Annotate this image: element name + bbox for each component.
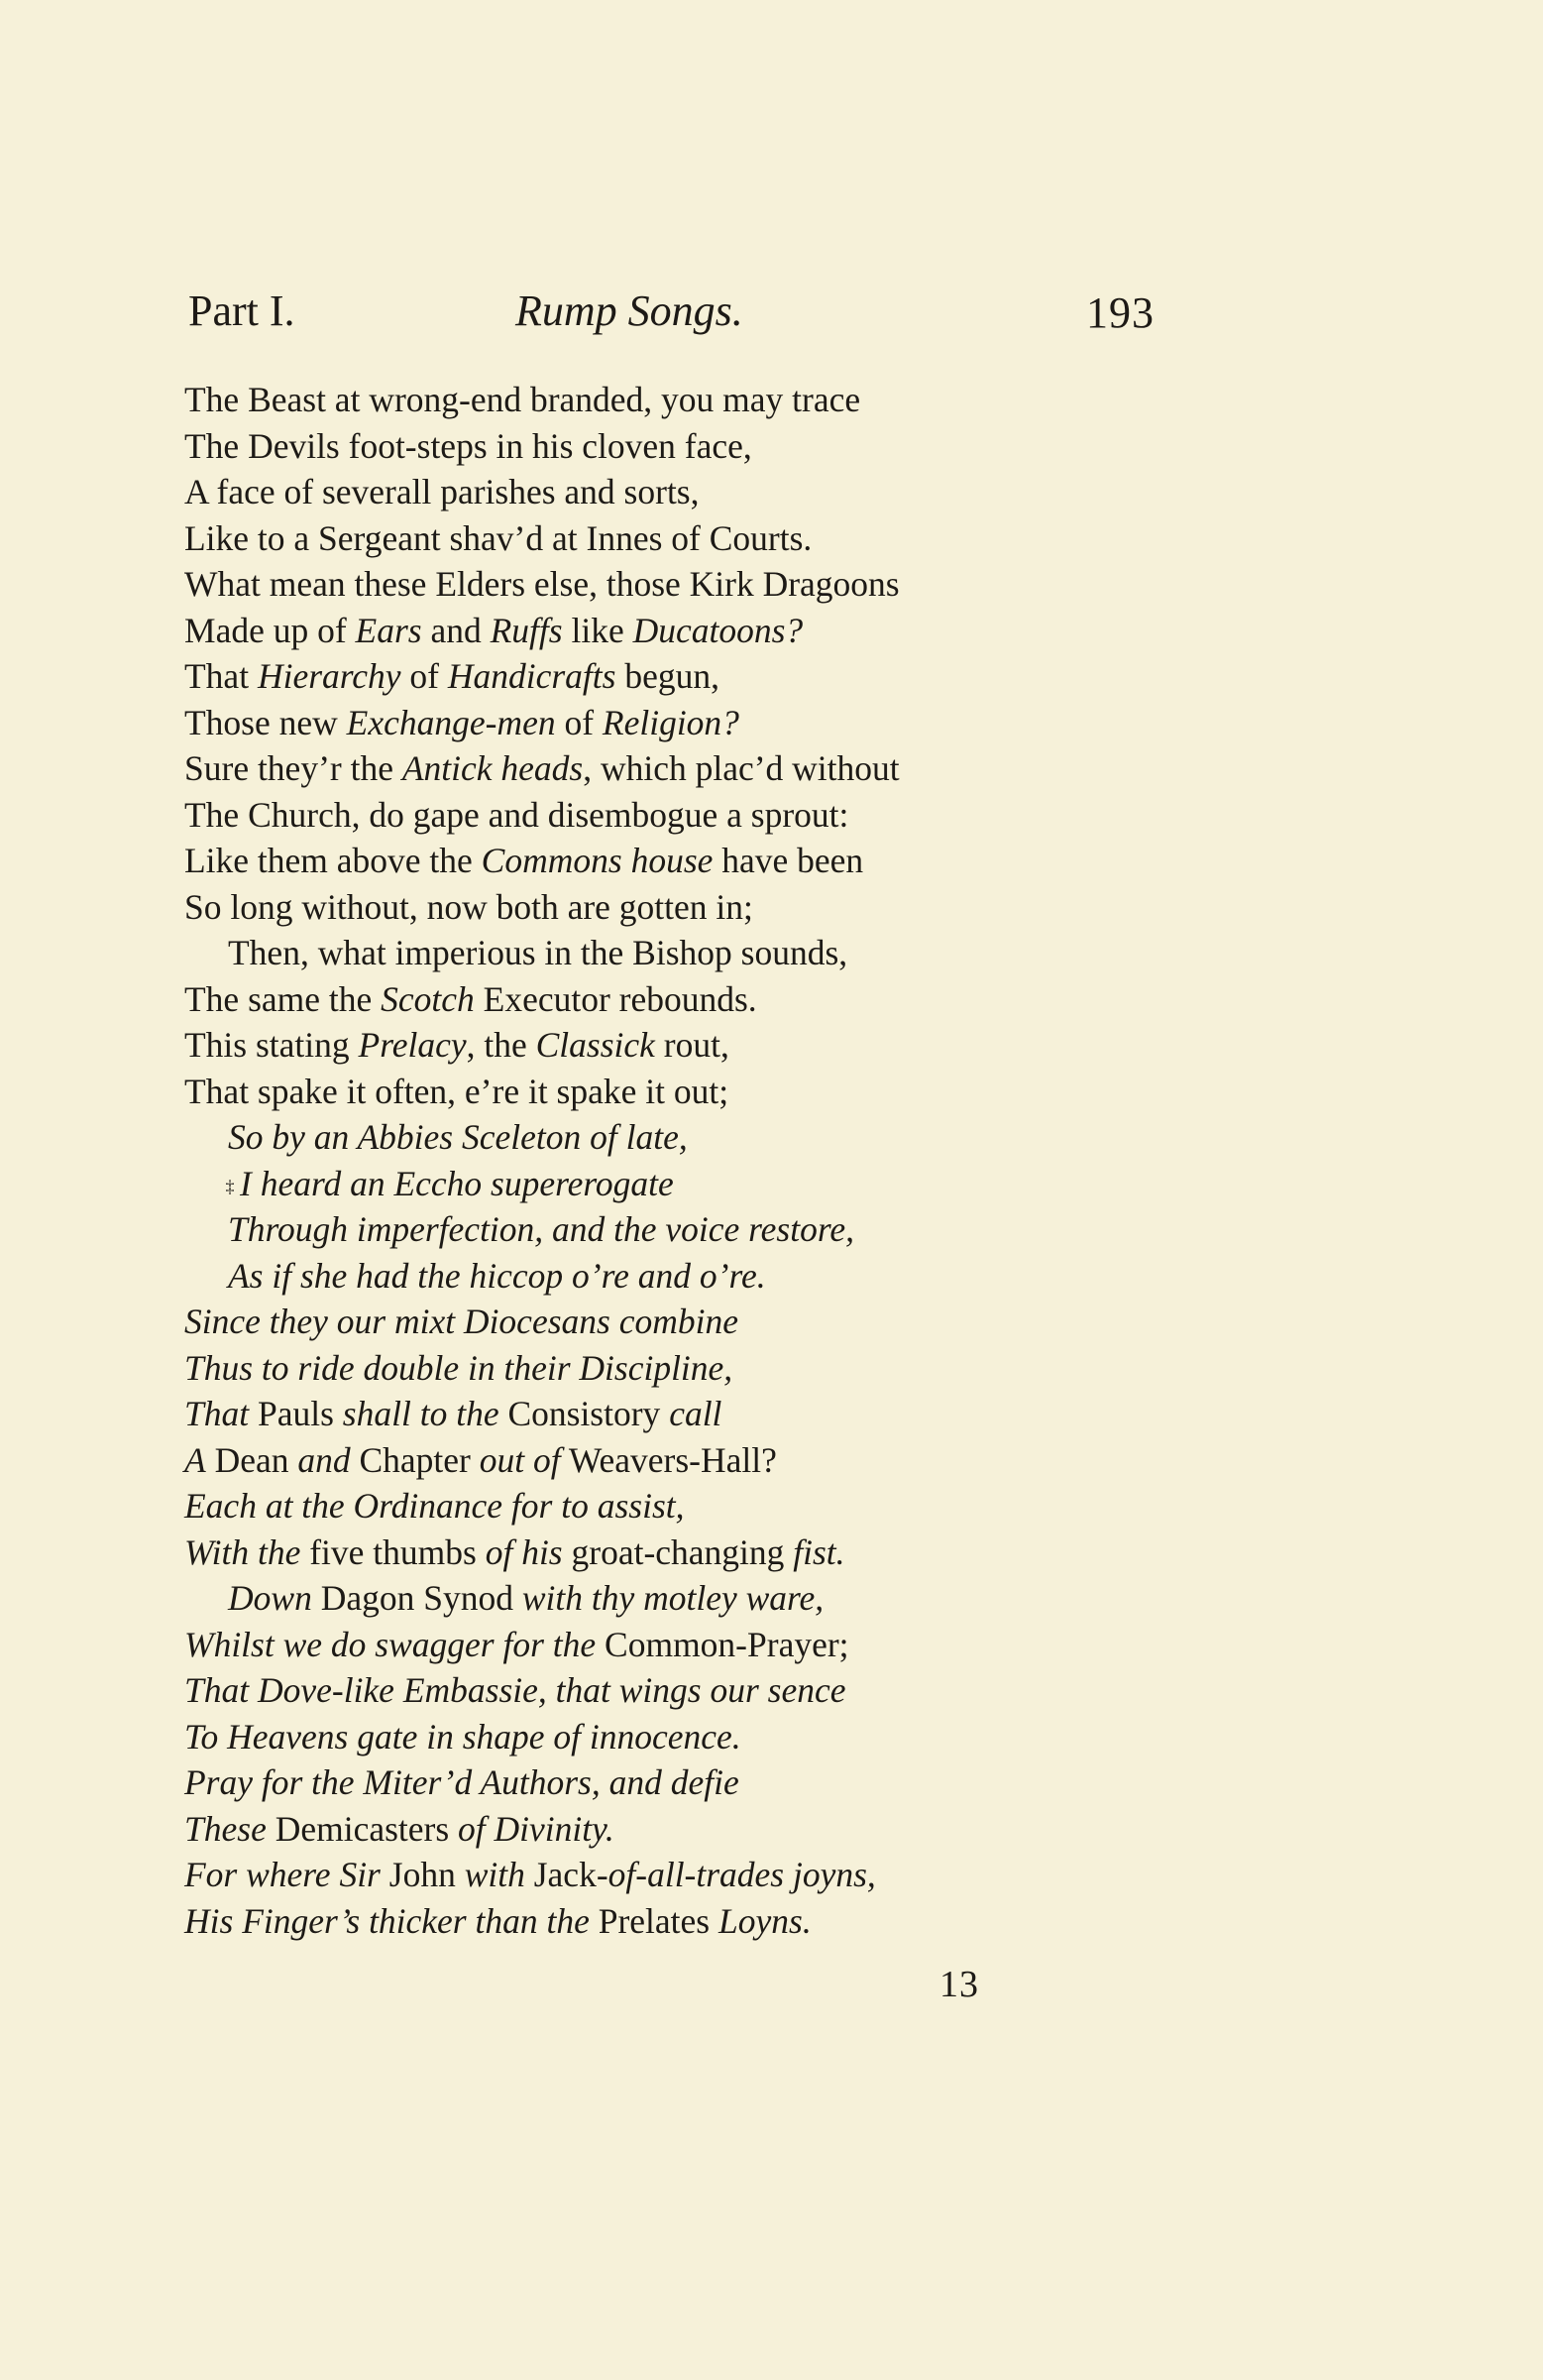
poem-line bbox=[184, 1898, 1156, 1945]
italic-text: Through imperfection, and the voice restore, bbox=[228, 1209, 854, 1249]
italic-text: These bbox=[184, 1808, 267, 1849]
italic-text: with thy motley ware, bbox=[521, 1578, 825, 1618]
poem-line bbox=[184, 1206, 1156, 1253]
poem-line bbox=[184, 1391, 1156, 1437]
poem-line bbox=[184, 884, 1156, 931]
italic-text: Handicrafts bbox=[447, 656, 616, 696]
poem-line bbox=[184, 745, 1156, 792]
roman-text: Weavers-Hall? bbox=[560, 1439, 777, 1480]
italic-text: of-all-trades joyns, bbox=[607, 1855, 876, 1894]
roman-text: of bbox=[400, 656, 448, 696]
italic-text: Whilst we do swagger for the bbox=[184, 1624, 597, 1664]
page-number: 193 bbox=[1086, 288, 1155, 337]
italic-text: of his bbox=[485, 1531, 563, 1572]
roman-text: Prelates bbox=[589, 1900, 718, 1941]
poem-line bbox=[184, 1575, 1156, 1622]
roman-text: five thumbs bbox=[300, 1531, 486, 1572]
poem-line bbox=[184, 838, 1156, 884]
italic-text: out of bbox=[479, 1439, 561, 1480]
roman-text: Like to a Sergeant shav’d at Innes of Courts. bbox=[184, 517, 813, 558]
poem-line bbox=[184, 930, 1156, 976]
roman-text: What mean these Elders else, those Kirk Dragoons bbox=[184, 564, 900, 604]
italic-text: That Dove-like Embassie, that wings our sence bbox=[184, 1670, 846, 1710]
roman-text: Executor rebounds. bbox=[474, 978, 757, 1019]
poem-line bbox=[184, 1714, 1156, 1760]
poem-line bbox=[184, 1759, 1156, 1806]
poem-line bbox=[184, 792, 1156, 839]
italic-text: Scotch bbox=[381, 978, 475, 1019]
italic-text: call bbox=[669, 1394, 722, 1433]
poem-text bbox=[184, 377, 1156, 1944]
roman-text: groat-changing bbox=[562, 1531, 794, 1572]
poem-line bbox=[184, 1299, 1156, 1345]
italic-text: Ears bbox=[355, 610, 422, 650]
poem-line bbox=[184, 515, 1156, 562]
roman-text: like bbox=[562, 610, 633, 650]
italic-text: Ducatoons? bbox=[632, 610, 804, 650]
roman-text: Chapter bbox=[350, 1439, 480, 1480]
roman-text: , the bbox=[466, 1025, 536, 1065]
italic-text: Religion? bbox=[602, 702, 739, 742]
poem-line bbox=[184, 1437, 1156, 1484]
marginal-mark: ‡ bbox=[225, 1177, 235, 1197]
poem-line bbox=[184, 1069, 1156, 1115]
italic-text: His Finger’s thicker than the bbox=[184, 1900, 590, 1941]
italic-text: Antick heads bbox=[401, 748, 584, 788]
roman-text: A face of severall parishes and sorts, bbox=[184, 472, 700, 511]
italic-text: Hierarchy bbox=[257, 656, 401, 696]
poem-line bbox=[184, 1253, 1156, 1300]
poem-line bbox=[184, 976, 1156, 1023]
italic-text: Classick bbox=[535, 1025, 655, 1065]
poem-line bbox=[184, 1161, 1156, 1207]
part-label: Part I. bbox=[188, 286, 295, 335]
roman-text: and bbox=[421, 610, 491, 650]
roman-text: That spake it often, e’re it spake it out; bbox=[184, 1071, 729, 1111]
italic-text: Commons house bbox=[481, 841, 714, 880]
roman-text: So long without, now both are gotten in; bbox=[184, 886, 753, 927]
roman-text: Demicasters bbox=[266, 1808, 459, 1849]
poem-line bbox=[184, 1114, 1156, 1161]
roman-text: Common-Prayer; bbox=[596, 1624, 849, 1664]
roman-text: Those new bbox=[184, 702, 347, 742]
roman-text: Dean bbox=[205, 1439, 298, 1480]
roman-text: The Beast at wrong-end branded, you may trace bbox=[184, 380, 861, 419]
italic-text: Each at the Ordinance for to assist, bbox=[184, 1486, 685, 1526]
italic-text: With the bbox=[184, 1531, 301, 1572]
italic-text: Down bbox=[228, 1578, 312, 1618]
roman-text: The Church, do gape and disembogue a sprout: bbox=[184, 794, 849, 835]
roman-text: begun, bbox=[615, 656, 719, 696]
roman-text: Made up of bbox=[184, 610, 356, 650]
poem-line bbox=[184, 377, 1156, 423]
italic-text: Loyns. bbox=[718, 1900, 812, 1941]
italic-text: shall to the bbox=[342, 1394, 499, 1433]
italic-text: and bbox=[297, 1439, 351, 1480]
italic-text: A bbox=[184, 1439, 206, 1480]
roman-text: The same the bbox=[184, 978, 382, 1019]
poem-line bbox=[184, 561, 1156, 608]
roman-text: Dagon Synod bbox=[311, 1578, 522, 1618]
roman-text: , which plac’d without bbox=[583, 748, 900, 788]
roman-text: Pauls bbox=[249, 1394, 343, 1433]
running-head bbox=[188, 285, 1155, 345]
italic-text: Since they our mixt Diocesans combine bbox=[184, 1302, 738, 1341]
poem-line bbox=[184, 608, 1156, 654]
roman-text: have been bbox=[713, 841, 864, 880]
roman-text: rout, bbox=[654, 1025, 729, 1065]
roman-text: of bbox=[555, 702, 603, 742]
roman-text: Jack- bbox=[524, 1855, 608, 1894]
italic-text: I heard an Eccho supererogate bbox=[240, 1163, 674, 1203]
poem-line bbox=[184, 1667, 1156, 1714]
roman-text: Like them above the bbox=[184, 841, 482, 880]
italic-text: with bbox=[464, 1855, 525, 1894]
poem-line bbox=[184, 423, 1156, 470]
italic-text: Exchange-men bbox=[346, 702, 556, 742]
italic-text: Thus to ride double in their Discipline, bbox=[184, 1347, 733, 1388]
italic-text: For where Sir bbox=[184, 1855, 381, 1894]
poem-line bbox=[184, 1806, 1156, 1853]
italic-text: fist. bbox=[793, 1531, 845, 1572]
italic-text: So by an Abbies Sceleton of late, bbox=[228, 1117, 688, 1157]
signature-mark: 13 bbox=[939, 1964, 979, 2005]
roman-text: Sure they’r the bbox=[184, 748, 402, 788]
roman-text: That bbox=[184, 656, 258, 696]
italic-text: of Divinity. bbox=[458, 1808, 614, 1849]
poem-line bbox=[184, 1022, 1156, 1069]
italic-text: To Heavens gate in shape of innocence. bbox=[184, 1716, 741, 1757]
poem-line bbox=[184, 1852, 1156, 1898]
italic-text: That bbox=[184, 1394, 250, 1433]
italic-text: Prelacy bbox=[358, 1025, 467, 1065]
italic-text: Pray for the Miter’d Authors, and defie bbox=[184, 1762, 739, 1802]
roman-text: Consistory bbox=[498, 1394, 670, 1433]
poem-line bbox=[184, 1530, 1156, 1576]
poem-line bbox=[184, 1622, 1156, 1668]
poem-line bbox=[184, 1483, 1156, 1530]
running-title: Rump Songs. bbox=[515, 286, 743, 335]
italic-text: Ruffs bbox=[490, 610, 563, 650]
roman-text: Then, what imperious in the Bishop sounds, bbox=[228, 933, 848, 972]
poem-line bbox=[184, 653, 1156, 700]
poem-line bbox=[184, 1345, 1156, 1392]
poem-line bbox=[184, 700, 1156, 746]
poem-line bbox=[184, 469, 1156, 515]
italic-text: As if she had the hiccop o’re and o’re. bbox=[228, 1255, 766, 1296]
roman-text: This stating bbox=[184, 1025, 359, 1065]
roman-text: John bbox=[380, 1855, 465, 1894]
roman-text: The Devils foot-steps in his cloven face, bbox=[184, 425, 752, 466]
